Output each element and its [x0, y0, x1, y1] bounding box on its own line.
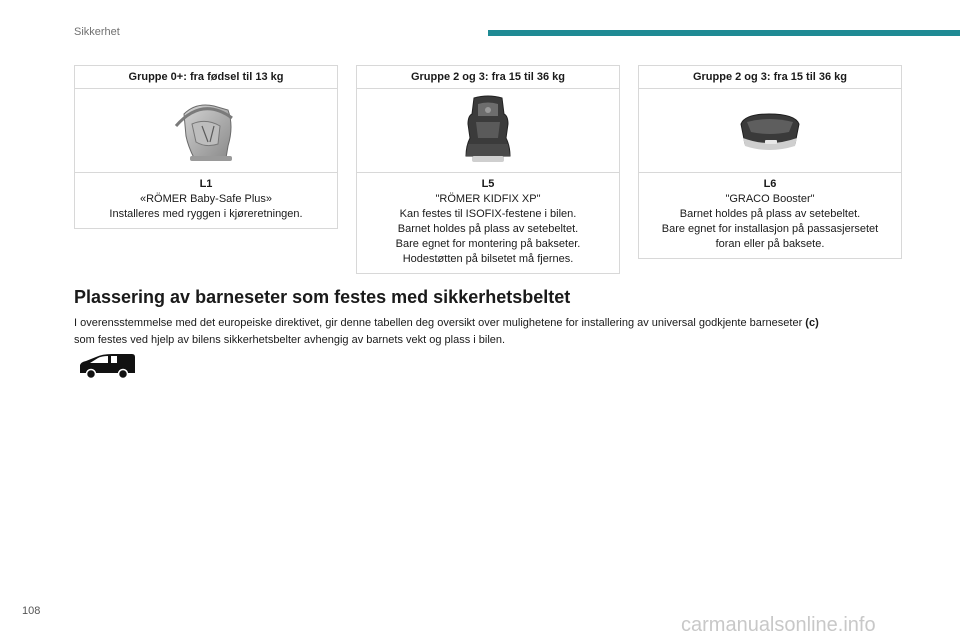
- watermark: carmanualsonline.info: [681, 614, 876, 636]
- card-description: [357, 173, 619, 273]
- card-image: [75, 89, 337, 173]
- seat-line: foran eller på baksete.: [715, 238, 825, 250]
- child-seat-card-l5: [356, 65, 620, 274]
- card-description: [639, 173, 901, 258]
- seat-line: "RÖMER KIDFIX XP": [435, 193, 541, 205]
- seat-line: Barnet holdes på plass av setebeltet.: [679, 208, 861, 220]
- booster-cushion-icon: [735, 106, 805, 156]
- seat-line: "GRACO Booster": [725, 193, 815, 205]
- card-description: [75, 173, 337, 228]
- paragraph-text: I overensstemmelse med det europeiske direktivet, gir denne tabellen deg oversikt over mulighetene for installering av universal godkjente barneseter: [74, 317, 806, 329]
- seat-code: L6: [763, 178, 777, 190]
- section-label: Sikkerhet: [74, 26, 120, 38]
- seat-line: Barnet holdes på plass av setebeltet.: [397, 223, 579, 235]
- card-image: [357, 89, 619, 173]
- infant-carrier-seat-icon: [166, 96, 246, 166]
- header-accent-bar: [488, 30, 960, 36]
- seat-line: Bare egnet for installasjon på passasjersetet: [661, 223, 879, 235]
- child-seat-card-l6: [638, 65, 902, 259]
- page-number: 108: [22, 605, 41, 617]
- seat-line: Bare egnet for montering på bakseter.: [395, 238, 581, 250]
- seat-line: «RÖMER Baby-Safe Plus»: [139, 193, 273, 205]
- card-image: [639, 89, 901, 173]
- paragraph-text: som festes ved hjelp av bilens sikkerhetsbelter avhengig av barnets vekt og plass i bilen.: [74, 334, 506, 346]
- card-heading: Gruppe 2 og 3: fra 15 til 36 kg: [639, 66, 901, 89]
- card-heading: Gruppe 0+: fra fødsel til 13 kg: [75, 66, 337, 89]
- section-title: Plassering av barneseter som festes med sikkerhetsbeltet: [74, 287, 571, 307]
- seat-code: L1: [199, 178, 213, 190]
- seat-code: L5: [481, 178, 495, 190]
- child-seat-card-l1: [74, 65, 338, 229]
- card-heading: Gruppe 2 og 3: fra 15 til 36 kg: [357, 66, 619, 89]
- section-paragraph: [74, 315, 904, 349]
- seat-line: Installeres med ryggen i kjøreretningen.: [109, 208, 303, 220]
- paragraph-reference: (c): [805, 317, 819, 329]
- seat-line: Hodestøtten på bilsetet må fjernes.: [402, 253, 574, 265]
- van-icon: [78, 353, 136, 379]
- seat-line: Kan festes til ISOFIX-festene i bilen.: [399, 208, 577, 220]
- high-back-booster-seat-icon: [458, 94, 518, 168]
